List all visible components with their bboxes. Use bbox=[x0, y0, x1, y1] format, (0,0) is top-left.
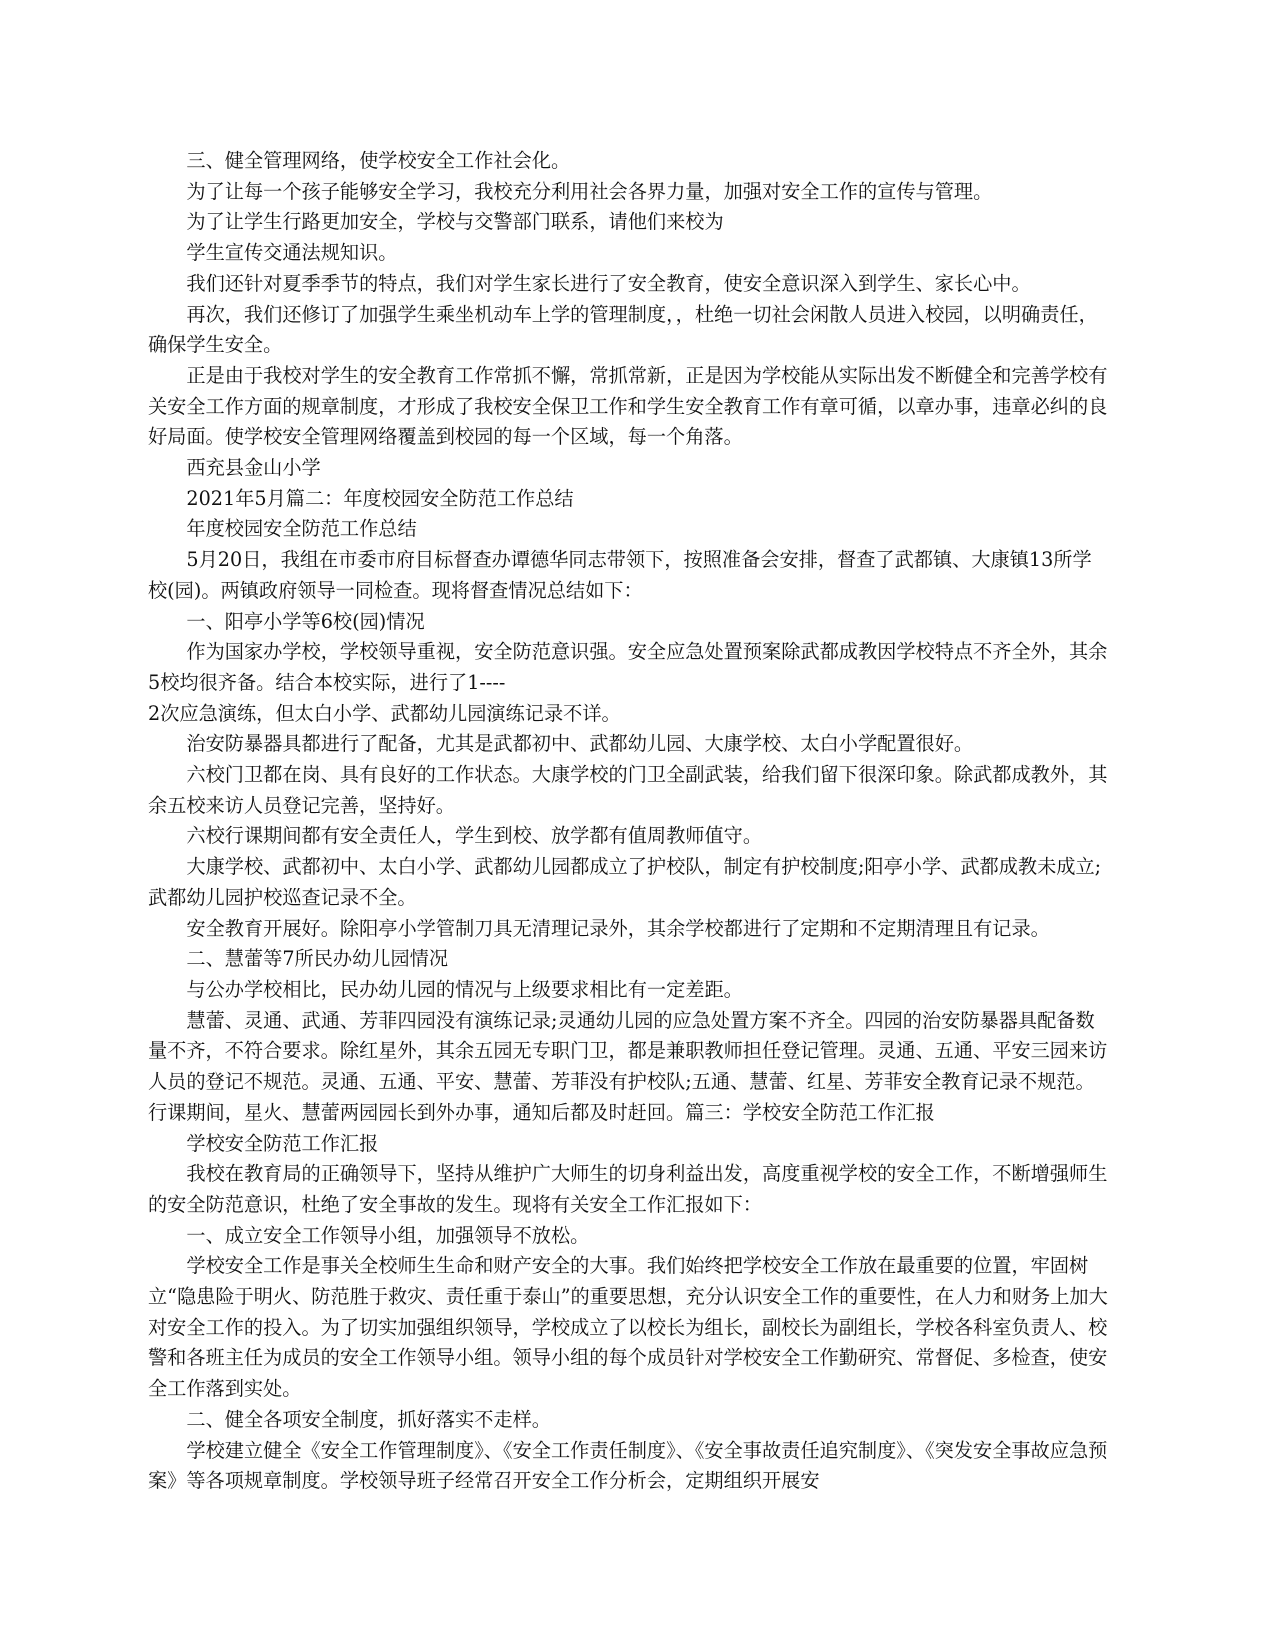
paragraph: 我们还针对夏季季节的特点，我们对学生家长进行了安全教育，使安全意识深入到学生、家长心中。 bbox=[186, 271, 1031, 295]
paragraph: 大康学校、武都初中、太白小学、武都幼儿园都成立了护校队，制定有护校制度;阳亭小学、武都成教未成立;武都幼儿园护校巡查记录不全。 bbox=[148, 855, 1102, 909]
paragraph: 2次应急演练，但太白小学、武都幼儿园演练记录不详。 bbox=[148, 701, 621, 725]
paragraph: 治安防暴器具都进行了配备，尤其是武都初中、武都幼儿园、大康学校、太白小学配置很好。 bbox=[186, 732, 974, 756]
paragraph: 作为国家办学校，学校领导重视，安全防范意识强。安全应急处置预案除武都成教因学校特点不齐全外，其余5校均很齐备。结合本校实际，进行了1---- bbox=[148, 640, 1108, 694]
document-page bbox=[148, 146, 1108, 1497]
paragraph: 六校行课期间都有安全责任人，学生到校、放学都有值周教师值守。 bbox=[186, 824, 763, 848]
paragraph: 我校在教育局的正确领导下，坚持从维护广大师生的切身利益出发，高度重视学校的安全工作，不断增强师生的安全防范意识，杜绝了安全事故的发生。现将有关安全工作汇报如下： bbox=[148, 1162, 1108, 1216]
paragraph: 学校安全工作是事关全校师生生命和财产安全的大事。我们始终把学校安全工作放在最重要的位置，牢固树立“隐患险于明火、防范胜于救灾、责任重于泰山”的重要思想，充分认识安全工作的重要性，在人力和财务上加大对安全工作的投入。为了切实加强组织领导，学校成立了以校长为组长，副校长为副组长，学校各科室负责人、校警和各班主任为成员的安全工作领导小组。领导小组的每个成员针对学校安全工作勤研究、常督促、多检查，使安全工作落到实处。 bbox=[148, 1254, 1108, 1401]
paragraph: 二、慧蕾等7所民办幼儿园情况 bbox=[186, 947, 449, 971]
paragraph: 学校安全防范工作汇报 bbox=[186, 1131, 379, 1155]
paragraph: 三、健全管理网络，使学校安全工作社会化。 bbox=[186, 149, 571, 172]
paragraph: 安全教育开展好。除阳亭小学管制刀具无清理记录外，其余学校都进行了定期和不定期清理且有记录。 bbox=[186, 916, 1050, 940]
paragraph: 学生宣传交通法规知识。 bbox=[186, 241, 398, 265]
paragraph: 一、成立安全工作领导小组，加强领导不放松。 bbox=[186, 1223, 590, 1247]
paragraph: 5月20日，我组在市委市府目标督查办谭德华同志带领下，按照准备会安排，督查了武都镇、大康镇13所学校(园)。两镇政府领导一同检查。现将督查情况总结如下： bbox=[148, 548, 1092, 602]
paragraph: 六校门卫都在岗、具有良好的工作状态。大康学校的门卫全副武装，给我们留下很深印象。除武都成教外，其余五校来访人员登记完善，坚持好。 bbox=[148, 763, 1108, 817]
paragraph: 为了让学生行路更加安全，学校与交警部门联系，请他们来校为 bbox=[186, 210, 724, 234]
paragraph: 2021年5月篇二：年度校园安全防范工作总结 bbox=[186, 486, 574, 510]
paragraph: 正是由于我校对学生的安全教育工作常抓不懈，常抓常新，正是因为学校能从实际出发不断健全和完善学校有关安全工作方面的规章制度，才形成了我校安全保卫工作和学生安全教育工作有章可循，以章办事，违章必纠的良好局面。使学校安全管理网络覆盖到校园的每一个区域，每一个角落。 bbox=[148, 363, 1108, 449]
paragraph: 学校建立健全《安全工作管理制度》、《安全工作责任制度》、《安全事故责任追究制度》、《突发安全事故应急预案》等各项规章制度。学校领导班子经常召开安全工作分析会，定期组织开展安 bbox=[148, 1438, 1108, 1493]
paragraph: 西充县金山小学 bbox=[186, 456, 321, 480]
paragraph: 与公办学校相比，民办幼儿园的情况与上级要求相比有一定差距。 bbox=[186, 977, 743, 1001]
paragraph: 一、阳亭小学等6校(园)情况 bbox=[186, 609, 425, 633]
paragraph: 二、健全各项安全制度，抓好落实不走样。 bbox=[186, 1407, 551, 1431]
paragraph: 为了让每一个孩子能够安全学习，我校充分利用社会各界力量，加强对安全工作的宣传与管理。 bbox=[186, 179, 993, 203]
paragraph: 再次，我们还修订了加强学生乘坐机动车上学的管理制度，，杜绝一切社会闲散人员进入校园，以明确责任，确保学生安全。 bbox=[148, 302, 1098, 357]
paragraph: 慧蕾、灵通、武通、芳菲四园没有演练记录;灵通幼儿园的应急处置方案不齐全。四园的治安防暴器具配备数量不齐，不符合要求。除红星外，其余五园无专职门卫，都是兼职教师担任登记管理。灵通、五通、平安三园来访人员的登记不规范。灵通、五通、平安、慧蕾、芳菲没有护校队;五通、慧蕾、红星、芳菲安全教育记录不规范。行课期间，星火、慧蕾两园园长到外办事，通知后都及时赶回。篇三：学校安全防范工作汇报 bbox=[148, 1008, 1108, 1124]
paragraph: 年度校园安全防范工作总结 bbox=[186, 517, 417, 541]
